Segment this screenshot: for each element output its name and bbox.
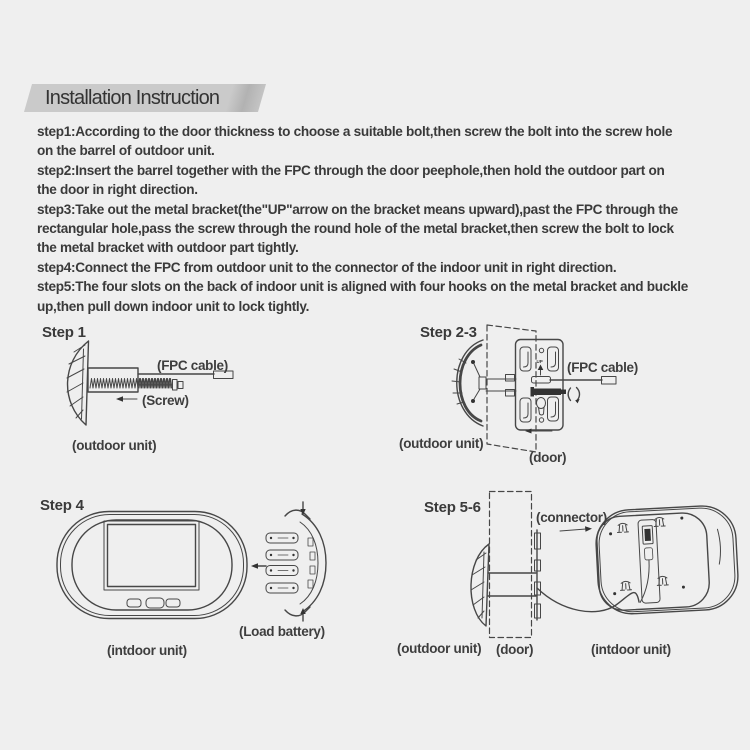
instruction-line: step2:Insert the barrel together with the FPC through the door peephole,then hold the outdoor part on	[37, 162, 665, 178]
fpc-cable-drawing	[550, 377, 616, 385]
bracket-slot	[520, 347, 531, 371]
connector-arrow	[560, 526, 592, 532]
door-label: (door)	[529, 450, 567, 465]
button	[146, 598, 164, 608]
hook	[617, 523, 628, 532]
outdoor-unit-drawing	[471, 544, 489, 626]
instruction-line: rectangular hole,pass the screw through the round hole of the metal bracket,then screw the bolt to lock	[37, 221, 674, 237]
instruction-line: up,then pull down indoor unit to lock tightly.	[37, 298, 310, 314]
step1-diagram	[42, 324, 233, 453]
load-battery-label: (Load battery)	[239, 624, 325, 639]
barrel-drawing	[486, 375, 516, 397]
insert-arrow	[251, 563, 266, 569]
instruction-line: step4:Connect the FPC from outdoor unit to the connector of the indoor unit in right direction.	[37, 259, 617, 275]
battery-drawing	[266, 550, 298, 560]
indoor-unit-label: (intdoor unit)	[591, 642, 671, 657]
fpc-hole	[532, 377, 551, 384]
button	[166, 599, 180, 607]
outdoor-unit-label: (outdoor unit)	[397, 641, 482, 656]
step2-3-diagram	[399, 324, 638, 465]
screw-arrow	[116, 396, 137, 401]
screw-drawing	[531, 387, 580, 403]
step2-3-title: Step 2-3	[420, 324, 477, 341]
outdoor-unit-label: (outdoor unit)	[72, 438, 157, 453]
screen	[104, 521, 199, 590]
up-mark: UP	[536, 359, 543, 364]
instruction-line: the metal bracket with outdoor part tightly.	[37, 240, 299, 256]
indoor-unit-back-drawing	[594, 504, 739, 615]
outdoor-unit-drawing	[67, 341, 89, 425]
instruction-line: step1:According to the door thickness to choose a suitable bolt,then screw the bolt into the screw hole	[37, 124, 673, 139]
screw-drawing	[90, 379, 183, 391]
step1-title: Step 1	[42, 324, 86, 341]
screw-label: (Screw)	[142, 393, 189, 408]
outdoor-unit-drawing	[452, 340, 486, 426]
button	[127, 599, 141, 607]
hook	[620, 581, 631, 590]
outdoor-unit-label: (outdoor unit)	[399, 436, 484, 451]
keyhole	[537, 398, 546, 416]
connector-label: (connector)	[536, 510, 607, 525]
instruction-line: the door in right direction.	[37, 182, 198, 198]
barrel-drawing	[488, 573, 536, 596]
step4-diagram	[40, 497, 326, 658]
indoor-unit-drawing	[57, 512, 247, 619]
page-title: Installation Instruction	[45, 87, 220, 109]
metal-bracket-drawing	[535, 530, 541, 620]
door-outline	[490, 492, 532, 638]
fpc-cable-label: (FPC cable)	[157, 358, 228, 373]
instruction-line: step5:The four slots on the back of indoor unit is aligned with four hooks on the metal bracket and buckle	[37, 279, 688, 295]
door-label: (door)	[496, 642, 534, 657]
door-outline	[487, 325, 536, 452]
indoor-unit-label: (intdoor unit)	[107, 643, 187, 658]
battery-drawing	[266, 583, 298, 593]
bracket-slot	[520, 398, 531, 422]
step4-title: Step 4	[40, 497, 84, 514]
bracket-slot	[548, 347, 559, 371]
step5-6-diagram	[397, 492, 740, 658]
rotate-arrow	[568, 388, 570, 401]
fpc-cable-label: (FPC cable)	[567, 360, 638, 375]
bracket-slot	[548, 397, 559, 421]
battery-drawing	[266, 566, 298, 576]
battery-drawing	[266, 533, 298, 543]
fpc-cable-drawing	[537, 588, 639, 612]
connector-drawing	[636, 519, 660, 603]
step5-6-title: Step 5-6	[424, 499, 481, 516]
instruction-line: step3:Take out the metal bracket(the"UP"arrow on the bracket means upward),past the FPC through the	[37, 201, 678, 217]
instruction-line: on the barrel of outdoor unit.	[37, 143, 215, 159]
metal-bracket-drawing	[516, 340, 564, 434]
battery-cover-drawing	[285, 510, 326, 616]
